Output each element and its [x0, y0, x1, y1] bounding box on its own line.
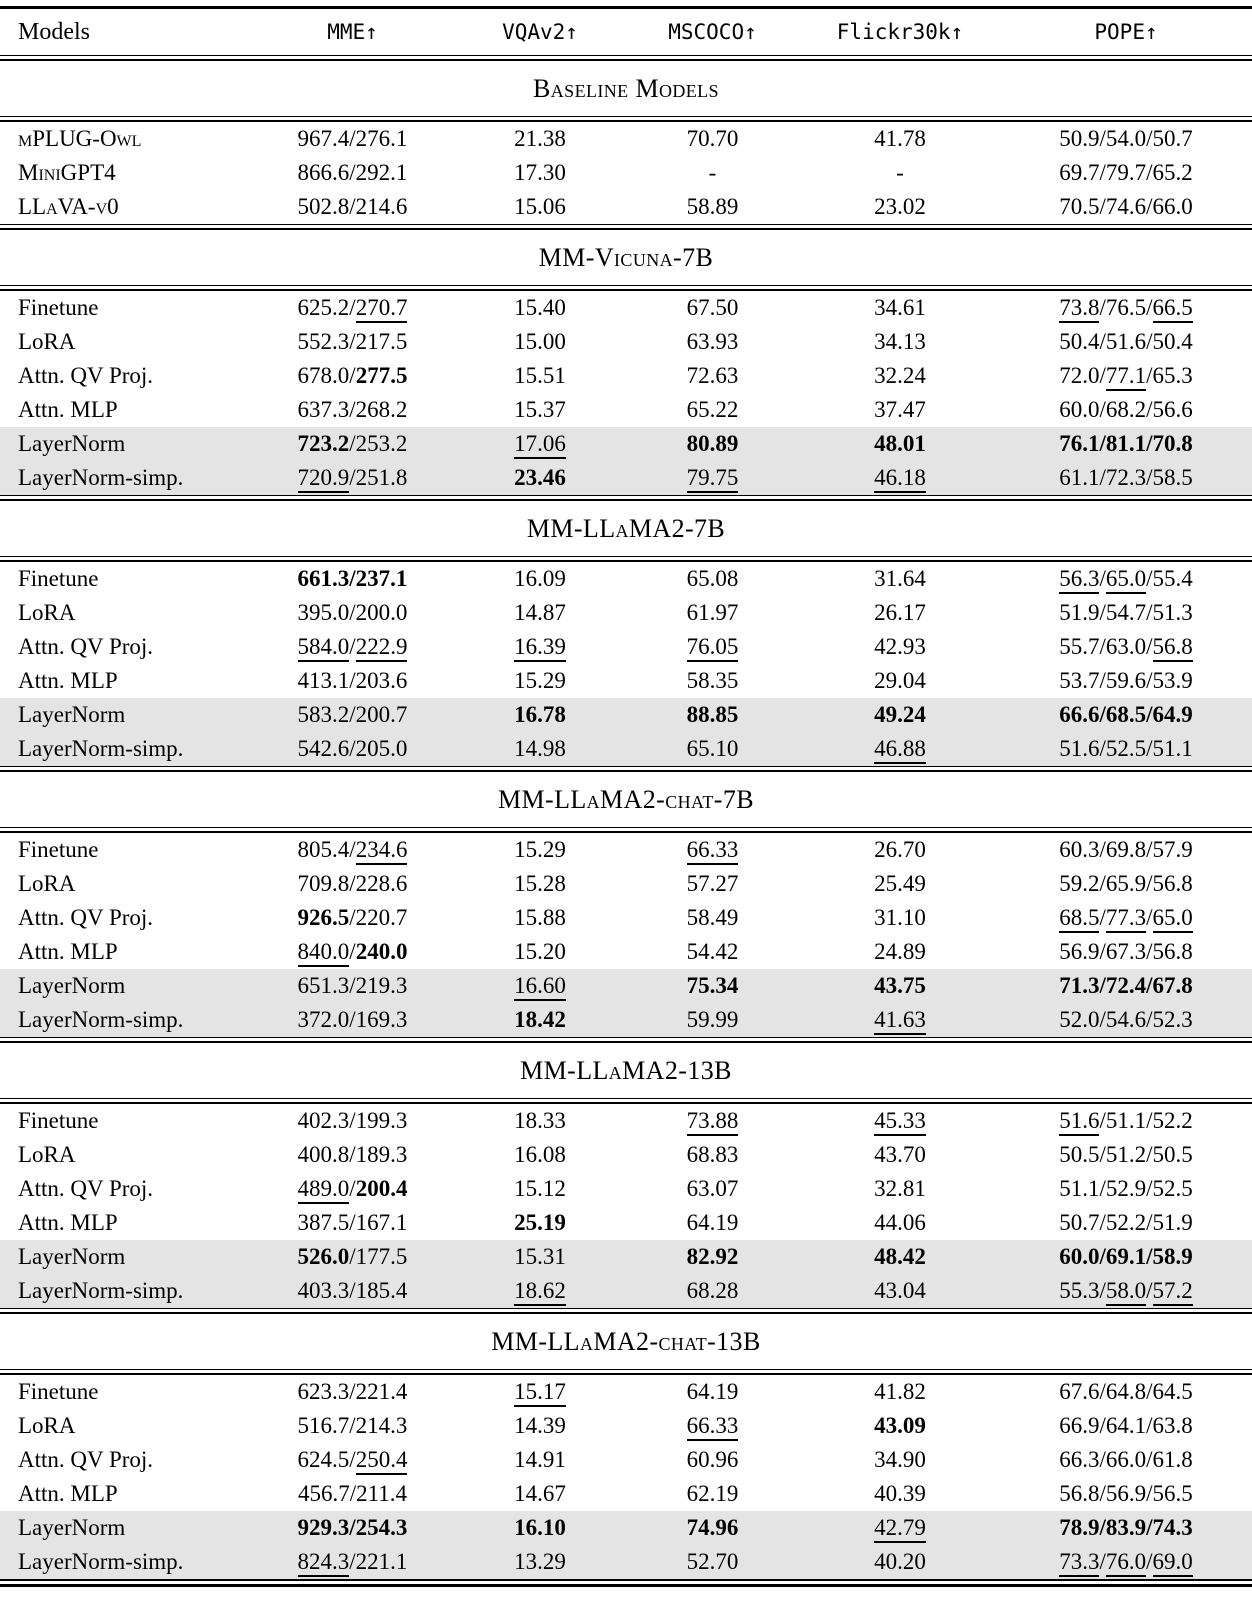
table-row: [0, 832, 1252, 867]
metric-cell: 80.89: [625, 427, 800, 461]
table-row: [0, 1511, 1252, 1545]
metric-cell: 929.3/254.3: [250, 1511, 455, 1545]
metric-cell: 16.10: [455, 1511, 625, 1545]
metric-cell: 15.51: [514, 363, 566, 388]
row-label: LoRA: [18, 329, 76, 354]
metric-cell: 41.78: [874, 126, 926, 151]
metric-cell: 840.0/240.0: [250, 935, 455, 969]
metric-cell: 516.7/214.3: [297, 1413, 408, 1438]
metric-cell: 26.17: [874, 600, 926, 625]
row-label: Attn. MLP: [18, 1481, 118, 1506]
metric-cell: 58.89: [686, 194, 739, 219]
table-row: [0, 427, 1252, 461]
metric-cell: 61.1/72.3/58.5: [1000, 461, 1252, 496]
metric-cell: 31.64: [874, 566, 926, 591]
metric-cell: 58.35: [686, 668, 739, 693]
column-header-mme: MME↑: [327, 20, 378, 44]
metric-cell: 15.37: [514, 397, 566, 422]
metric-cell: 32.81: [874, 1176, 926, 1201]
section-title-row: [0, 771, 1252, 828]
metric-cell: 15.06: [514, 194, 566, 219]
row-label: LayerNorm-simp.: [0, 1545, 250, 1580]
metric-cell: 68.5/77.3/65.0: [1000, 901, 1252, 935]
metric-cell: 456.7/211.4: [297, 1481, 408, 1506]
metric-cell: 61.97: [686, 600, 739, 625]
row-label: Attn. QV Proj.: [18, 1176, 154, 1201]
metric-cell: 402.3/199.3: [297, 1108, 408, 1133]
metric-cell: 43.70: [874, 1142, 926, 1167]
row-label: Attn. MLP: [18, 939, 118, 964]
metric-cell: 584.0/222.9: [250, 630, 455, 664]
metric-cell: 51.6/52.5/51.1: [1000, 732, 1252, 767]
header-row: [0, 8, 1252, 56]
table-row: [0, 596, 1252, 630]
row-label: Attn. QV Proj.: [18, 634, 154, 659]
table-row: [0, 1003, 1252, 1038]
table-row: [0, 156, 1252, 190]
section-title-row: [0, 500, 1252, 557]
section-title: Baseline Models: [533, 73, 719, 103]
metric-cell: 72.63: [686, 363, 739, 388]
table-row: [0, 1274, 1252, 1309]
metric-cell: 583.2/200.7: [250, 698, 455, 732]
metric-cell: 50.9/54.0/50.7: [1059, 126, 1193, 151]
metric-cell: 48.42: [800, 1240, 1000, 1274]
metric-cell: 46.88: [800, 732, 1000, 767]
table-row: [0, 935, 1252, 969]
table-row: [0, 561, 1252, 596]
metric-cell: 403.3/185.4: [250, 1274, 455, 1309]
table-row: [0, 664, 1252, 698]
metric-cell: 43.04: [800, 1274, 1000, 1309]
metric-cell: 967.4/276.1: [297, 126, 408, 151]
metric-cell: 502.8/214.6: [297, 194, 408, 219]
section-title-row: [0, 60, 1252, 117]
metric-cell: 73.8/76.5/66.5: [1000, 290, 1252, 325]
table-row: [0, 1443, 1252, 1477]
metric-cell: 526.0/177.5: [250, 1240, 455, 1274]
table-row: [0, 1545, 1252, 1580]
table-row: [0, 901, 1252, 935]
metric-cell: 14.87: [514, 600, 566, 625]
table-row: [0, 1138, 1252, 1172]
metric-cell: 387.5/167.1: [297, 1210, 408, 1235]
table-row: [0, 121, 1252, 156]
metric-cell: 55.3/58.0/57.2: [1000, 1274, 1252, 1309]
row-label: LoRA: [18, 1142, 76, 1167]
metric-cell: 75.34: [625, 969, 800, 1003]
row-label: LLaVA-v0: [18, 194, 119, 219]
section-title-row: [0, 229, 1252, 286]
metric-cell: 59.99: [625, 1003, 800, 1038]
metric-cell: 651.3/219.3: [250, 969, 455, 1003]
metric-cell: 824.3/221.1: [250, 1545, 455, 1580]
section-title-row: [0, 1313, 1252, 1370]
metric-cell: 57.27: [686, 871, 739, 896]
metric-cell: 66.33: [625, 1409, 800, 1443]
metric-cell: 55.7/63.0/56.8: [1000, 630, 1252, 664]
metric-cell: 395.0/200.0: [297, 600, 408, 625]
metric-cell: 623.3/221.4: [297, 1379, 408, 1404]
section-title: MM-Vicuna-7B: [538, 242, 714, 272]
metric-cell: 542.6/205.0: [250, 732, 455, 767]
metric-cell: 400.8/189.3: [297, 1142, 408, 1167]
metric-cell: 552.3/217.5: [297, 329, 408, 354]
section-title: MM-LLaMA2-13B: [520, 1055, 732, 1085]
metric-cell: 65.22: [686, 397, 739, 422]
metric-cell: 68.83: [686, 1142, 739, 1167]
metric-cell: 34.13: [874, 329, 926, 354]
metric-cell: 31.10: [874, 905, 926, 930]
horizontal-rule: [0, 1580, 1252, 1586]
metric-cell: 50.5/51.2/50.5: [1059, 1142, 1193, 1167]
metric-cell: 15.28: [514, 871, 566, 896]
row-label: Finetune: [18, 295, 99, 320]
metric-cell: 16.60: [455, 969, 625, 1003]
row-label: Attn. MLP: [18, 1210, 118, 1235]
metric-cell: 71.3/72.4/67.8: [1000, 969, 1252, 1003]
metric-cell: 49.24: [800, 698, 1000, 732]
metric-cell: 23.02: [874, 194, 926, 219]
row-label: LoRA: [18, 871, 76, 896]
metric-cell: 15.88: [514, 905, 566, 930]
table-row: [0, 1172, 1252, 1206]
metric-cell: 50.7/52.2/51.9: [1059, 1210, 1193, 1235]
row-label: MiniGPT4: [18, 160, 116, 185]
table-row: [0, 1206, 1252, 1240]
metric-cell: 53.7/59.6/53.9: [1059, 668, 1193, 693]
metric-cell: 72.0/77.1/65.3: [1000, 359, 1252, 393]
metric-cell: 79.75: [625, 461, 800, 496]
row-label: LayerNorm: [0, 969, 250, 1003]
metric-cell: 15.20: [514, 939, 566, 964]
metric-cell: 63.07: [686, 1176, 739, 1201]
column-header-flickr30k: Flickr30k↑: [836, 20, 964, 44]
metric-cell: 70.5/74.6/66.0: [1059, 194, 1193, 219]
table-row: [0, 190, 1252, 225]
metric-cell: 18.62: [455, 1274, 625, 1309]
metric-cell: 26.70: [874, 837, 926, 862]
metric-cell: 51.6/51.1/52.2: [1000, 1103, 1252, 1138]
table-row: [0, 359, 1252, 393]
metric-cell: 24.89: [874, 939, 926, 964]
row-label: mPLUG-Owl: [18, 126, 142, 151]
table-row: [0, 698, 1252, 732]
metric-cell: 372.0/169.3: [250, 1003, 455, 1038]
row-label: Finetune: [18, 1379, 99, 1404]
metric-cell: 23.46: [455, 461, 625, 496]
metric-cell: 926.5/220.7: [297, 905, 408, 930]
metric-cell: 14.98: [455, 732, 625, 767]
metric-cell: 76.1/81.1/70.8: [1000, 427, 1252, 461]
row-label: LayerNorm-simp.: [0, 461, 250, 496]
row-label: Attn. QV Proj.: [18, 363, 154, 388]
metric-cell: 64.19: [686, 1210, 739, 1235]
metric-cell: 66.33: [625, 832, 800, 867]
metric-cell: 64.19: [686, 1379, 739, 1404]
metric-cell: 88.85: [625, 698, 800, 732]
table-row: [0, 1103, 1252, 1138]
metric-cell: 40.39: [874, 1481, 926, 1506]
metric-cell: 42.93: [874, 634, 926, 659]
metric-cell: 82.92: [625, 1240, 800, 1274]
column-header-models: Models: [18, 18, 90, 45]
metric-cell: 73.88: [625, 1103, 800, 1138]
metric-cell: 52.70: [625, 1545, 800, 1580]
metric-cell: 73.3/76.0/69.0: [1000, 1545, 1252, 1580]
metric-cell: 15.31: [455, 1240, 625, 1274]
table-row: [0, 290, 1252, 325]
column-header-mscoco: MSCOCO↑: [668, 20, 757, 44]
metric-cell: 14.39: [514, 1413, 566, 1438]
metric-cell: 76.05: [625, 630, 800, 664]
table-row: [0, 1374, 1252, 1409]
table-row: [0, 867, 1252, 901]
table-row: [0, 1409, 1252, 1443]
metric-cell: 43.75: [800, 969, 1000, 1003]
metric-cell: 17.06: [455, 427, 625, 461]
row-label: LayerNorm: [0, 1240, 250, 1274]
section-title: MM-LLaMA2-chat-13B: [491, 1326, 761, 1356]
metric-cell: 59.2/65.9/56.8: [1059, 871, 1193, 896]
table-row: [0, 393, 1252, 427]
row-label: Attn. QV Proj.: [18, 1447, 154, 1472]
metric-cell: 25.19: [514, 1210, 566, 1235]
metric-cell: 15.17: [455, 1374, 625, 1409]
metric-cell: 18.42: [455, 1003, 625, 1038]
metric-cell: 51.1/52.9/52.5: [1059, 1176, 1193, 1201]
metric-cell: 624.5/250.4: [250, 1443, 455, 1477]
metric-cell: 32.24: [874, 363, 926, 388]
metric-cell: 60.0/68.2/56.6: [1059, 397, 1193, 422]
metric-cell: 14.67: [514, 1481, 566, 1506]
row-label: LoRA: [18, 600, 76, 625]
table-row: [0, 969, 1252, 1003]
metric-cell: 68.28: [625, 1274, 800, 1309]
column-header-vqav2: VQAv2↑: [502, 20, 578, 44]
metric-cell: 60.0/69.1/58.9: [1000, 1240, 1252, 1274]
metric-cell: 723.2/253.2: [250, 427, 455, 461]
metric-cell: 43.09: [874, 1413, 926, 1438]
metric-cell: 45.33: [800, 1103, 1000, 1138]
metric-cell: 56.3/65.0/55.4: [1000, 561, 1252, 596]
row-label: LayerNorm-simp.: [0, 732, 250, 767]
row-label: LoRA: [18, 1413, 76, 1438]
metric-cell: 15.12: [514, 1176, 566, 1201]
metric-cell: 66.6/68.5/64.9: [1000, 698, 1252, 732]
table-row: [0, 1477, 1252, 1511]
row-label: LayerNorm-simp.: [0, 1274, 250, 1309]
metric-cell: 78.9/83.9/74.3: [1000, 1511, 1252, 1545]
row-label: Attn. MLP: [18, 668, 118, 693]
metric-cell: 56.8/56.9/56.5: [1059, 1481, 1193, 1506]
metric-cell: 52.0/54.6/52.3: [1000, 1003, 1252, 1038]
section-title: MM-LLaMA2-7B: [526, 513, 726, 543]
table-row: [0, 630, 1252, 664]
metric-cell: 46.18: [800, 461, 1000, 496]
results-table: [0, 6, 1252, 1587]
metric-cell: 51.9/54.7/51.3: [1059, 600, 1193, 625]
row-label: Attn. MLP: [18, 397, 118, 422]
metric-cell: 709.8/228.6: [297, 871, 408, 896]
metric-cell: 58.49: [686, 905, 739, 930]
metric-cell: 18.33: [514, 1108, 566, 1133]
metric-cell: 65.10: [625, 732, 800, 767]
metric-cell: 37.47: [874, 397, 926, 422]
row-label: LayerNorm-simp.: [0, 1003, 250, 1038]
metric-cell: 74.96: [625, 1511, 800, 1545]
metric-cell: 15.29: [514, 837, 566, 862]
metric-cell: 14.91: [514, 1447, 566, 1472]
metric-cell: 70.70: [686, 126, 739, 151]
metric-cell: 489.0/200.4: [250, 1172, 455, 1206]
section-title-row: [0, 1042, 1252, 1099]
metric-cell: 16.39: [455, 630, 625, 664]
metric-cell: 41.63: [800, 1003, 1000, 1038]
section-title: MM-LLaMA2-chat-7B: [497, 784, 754, 814]
metric-cell: 66.9/64.1/63.8: [1059, 1413, 1193, 1438]
metric-cell: 625.2/270.7: [250, 290, 455, 325]
metric-cell: -: [896, 160, 904, 185]
metric-cell: 16.09: [514, 566, 566, 591]
table-row: [0, 461, 1252, 496]
metric-cell: 63.93: [686, 329, 739, 354]
column-header-pope: POPE↑: [1094, 20, 1158, 44]
metric-cell: 60.3/69.8/57.9: [1059, 837, 1193, 862]
metric-cell: 21.38: [514, 126, 566, 151]
metric-cell: 40.20: [800, 1545, 1000, 1580]
metric-cell: 17.30: [514, 160, 566, 185]
metric-cell: -: [708, 160, 717, 185]
metric-cell: 25.49: [874, 871, 926, 896]
metric-cell: 67.50: [686, 295, 739, 320]
metric-cell: 16.08: [514, 1142, 566, 1167]
table-row: [0, 732, 1252, 767]
metric-cell: 44.06: [874, 1210, 926, 1235]
metric-cell: 16.78: [455, 698, 625, 732]
metric-cell: 866.6/292.1: [297, 160, 408, 185]
table-row: [0, 1240, 1252, 1274]
metric-cell: 413.1/203.6: [297, 668, 408, 693]
row-label: LayerNorm: [0, 698, 250, 732]
metric-cell: 56.9/67.3/56.8: [1059, 939, 1193, 964]
metric-cell: 15.40: [514, 295, 566, 320]
metric-cell: 720.9/251.8: [250, 461, 455, 496]
metric-cell: 65.08: [686, 566, 739, 591]
metric-cell: 678.0/277.5: [297, 363, 408, 388]
metric-cell: 637.3/268.2: [297, 397, 408, 422]
metric-cell: 69.7/79.7/65.2: [1059, 160, 1193, 185]
metric-cell: 15.29: [514, 668, 566, 693]
table-row: [0, 325, 1252, 359]
metric-cell: 60.96: [686, 1447, 739, 1472]
row-label: LayerNorm: [0, 1511, 250, 1545]
metric-cell: 67.6/64.8/64.5: [1059, 1379, 1193, 1404]
metric-cell: 54.42: [686, 939, 739, 964]
metric-cell: 41.82: [874, 1379, 926, 1404]
metric-cell: 661.3/237.1: [297, 566, 408, 591]
metric-cell: 50.4/51.6/50.4: [1059, 329, 1193, 354]
metric-cell: 34.61: [874, 295, 926, 320]
row-label: Finetune: [18, 566, 99, 591]
metric-cell: 805.4/234.6: [250, 832, 455, 867]
row-label: Finetune: [18, 837, 99, 862]
row-label: LayerNorm: [0, 427, 250, 461]
row-label: Finetune: [18, 1108, 99, 1133]
metric-cell: 48.01: [800, 427, 1000, 461]
row-label: Attn. QV Proj.: [18, 905, 154, 930]
metric-cell: 29.04: [874, 668, 926, 693]
metric-cell: 42.79: [800, 1511, 1000, 1545]
metric-cell: 15.00: [514, 329, 566, 354]
metric-cell: 62.19: [686, 1481, 739, 1506]
metric-cell: 66.3/66.0/61.8: [1059, 1447, 1193, 1472]
metric-cell: 34.90: [874, 1447, 926, 1472]
metric-cell: 13.29: [455, 1545, 625, 1580]
